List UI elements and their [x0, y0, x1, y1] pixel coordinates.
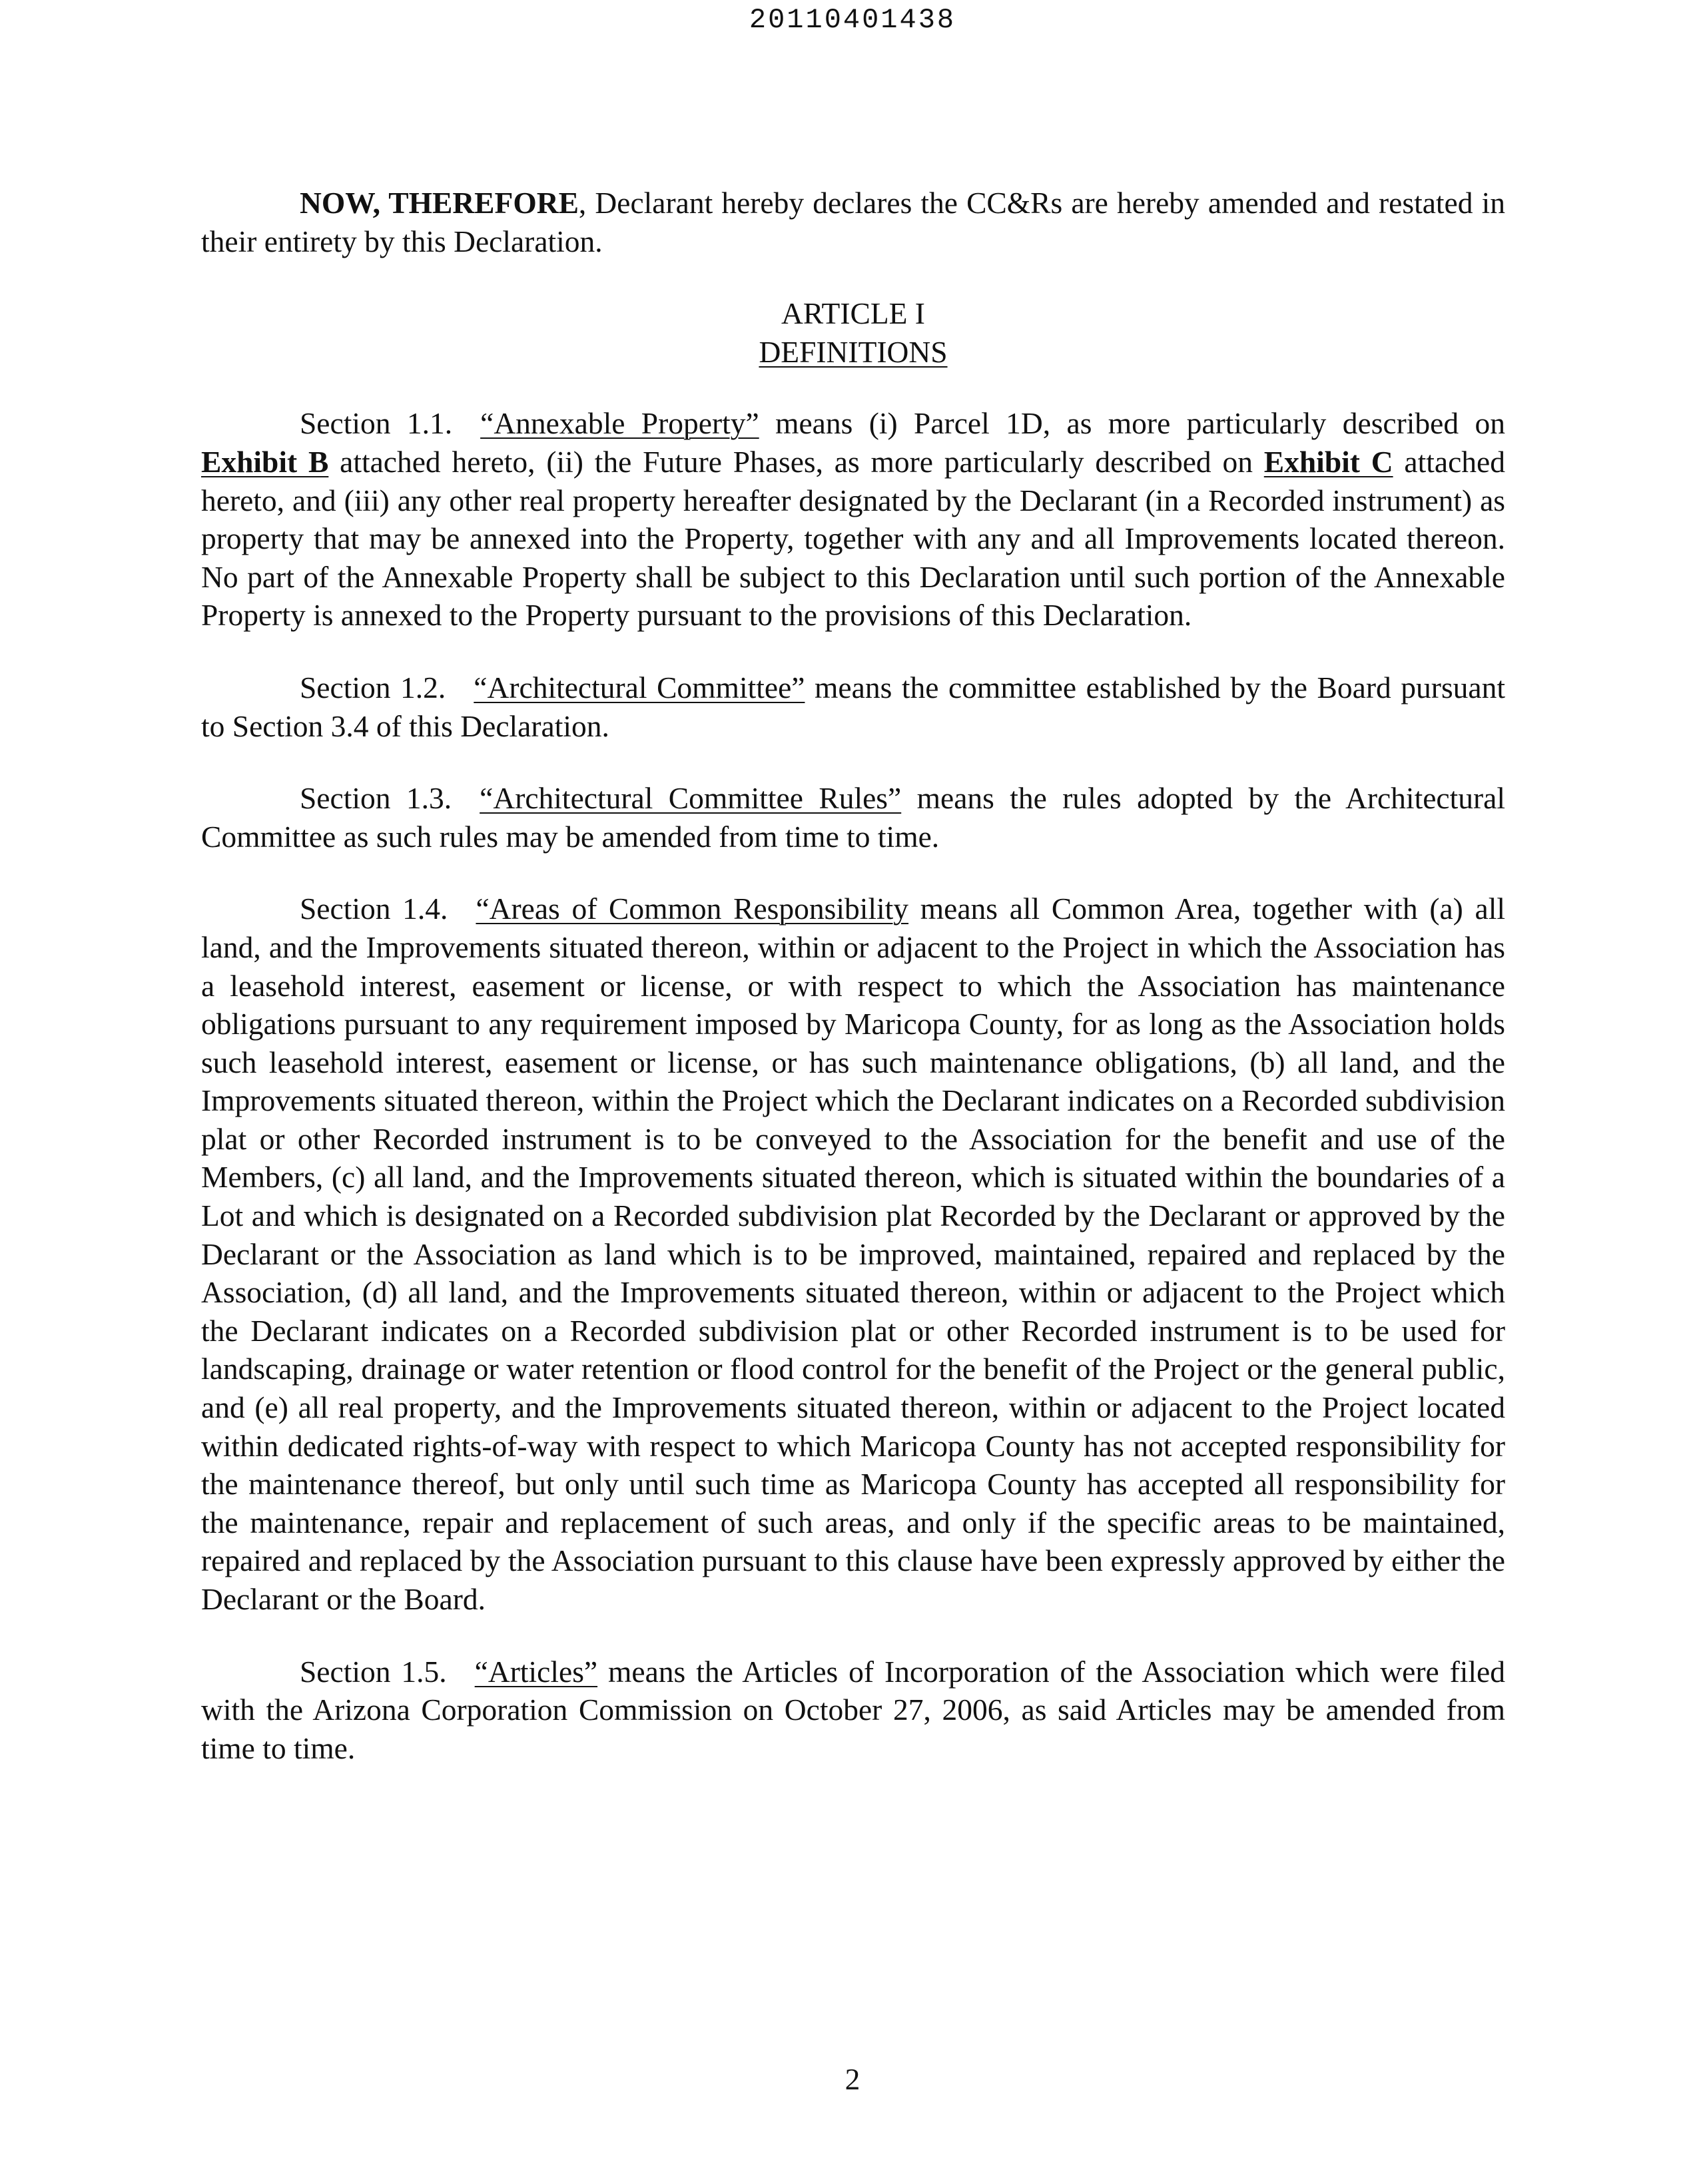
- section-1-1-term: “Annexable Property”: [480, 406, 759, 441]
- article-number: ARTICLE I: [781, 296, 925, 331]
- section-1-1-label: Section 1.1.: [300, 406, 453, 441]
- recording-number: 20110401438: [749, 4, 956, 36]
- section-1-4: [201, 890, 1505, 1618]
- section-1-1: [201, 404, 1505, 635]
- section-1-2-term: “Architectural Committee”: [474, 670, 805, 704]
- section-1-5-term: “Articles”: [474, 1654, 598, 1689]
- section-1-3-label: Section 1.3.: [300, 781, 452, 816]
- section-1-3-term: “Architectural Committee Rules”: [480, 781, 902, 816]
- intro-text: , Declarant hereby declares the CC&Rs are hereby amended and restated in their entirety by this Declaration.: [201, 186, 1505, 258]
- section-1-1-text-a: means (i) Parcel 1D, as more particularly described on: [759, 406, 1505, 441]
- exhibit-b-reference: Exhibit B: [201, 444, 329, 479]
- exhibit-c-reference: Exhibit C: [1263, 444, 1393, 479]
- article-heading: [201, 294, 1505, 371]
- section-1-5-label: Section 1.5.: [300, 1654, 447, 1689]
- section-1-2-label: Section 1.2.: [300, 670, 446, 704]
- article-title: DEFINITIONS: [759, 334, 948, 369]
- section-1-5-text: means the Articles of Incorporation of the Association which were filed with the Arizona Corporation Commission on October 27, 2006, as said Articles may be amended from time to time.: [201, 1654, 1506, 1765]
- section-1-4-term: “Areas of Common Responsibility: [476, 892, 909, 926]
- page-number: 2: [845, 2062, 860, 2096]
- intro-bold-lead: NOW, THEREFORE: [300, 186, 579, 220]
- section-1-3-text: means the rules adopted by the Architectural Committee as such rules may be amended from time to time.: [201, 781, 1505, 854]
- intro-paragraph: [201, 184, 1505, 260]
- section-1-2-text: means the committee established by the Board pursuant to Section 3.4 of this Declaration.: [201, 670, 1505, 743]
- section-1-1-text-b: attached hereto, (ii) the Future Phases, as more particularly described on: [328, 444, 1264, 479]
- section-1-5: [201, 1653, 1505, 1768]
- section-1-2: [201, 669, 1505, 745]
- section-1-1-text-c: attached hereto, and (iii) any other real property hereafter designated by the Declarant (in a Recorded instrument) as property that may be annexed into the Property, together with any and all Improvements located thereon. No part of the Annexable Property shall be subject to this Declaration until such portion of the Annexable Property is annexed to the Property pursuant to the provisions of this Declaration.: [201, 444, 1505, 633]
- section-1-4-label: Section 1.4.: [300, 892, 448, 926]
- section-1-4-text: means all Common Area, together with (a) all land, and the Improvements situated thereon, within or adjacent to the Project in which the Association has a leasehold interest, easement or license, or with respect to which the Association has maintenance obligations pursuant to any requirement imposed by Maricopa County, for as long as the Association holds such leasehold interest, easement or license, or has such maintenance obligations, (b) all land, and the Improvements situated thereon, within the Project which the Declarant indicates on a Recorded subdivision plat or other Recorded instrument is to be conveyed to the Association for the benefit and use of the Members, (c) all land, and the Improvements situated thereon, which is situated within the boundaries of a Lot and which is designated on a Recorded subdivision plat Recorded by the Declarant or approved by the Declarant or the Association as land which is to be improved, maintained, repaired and replaced by the Association, (d) all land, and the Improvements situated thereon, within or adjacent to the Project which the Declarant indicates on a Recorded subdivision plat or other Recorded instrument is to be used for landscaping, drainage or water retention or flood control for the benefit of the Project or the general public, and (e) all real property, and the Improvements situated thereon, within or adjacent to the Project located within dedicated rights-of-way with respect to which Maricopa County has not accepted responsibility for the maintenance thereof, but only until such time as Maricopa County has accepted all responsibility for the maintenance, repair and replacement of such areas, and only if the specific areas to be maintained, repaired and replaced by the Association pursuant to this clause have been expressly approved by either the Declarant or the Board.: [201, 892, 1506, 1616]
- section-1-3: [201, 779, 1505, 856]
- document-body: [201, 184, 1505, 1801]
